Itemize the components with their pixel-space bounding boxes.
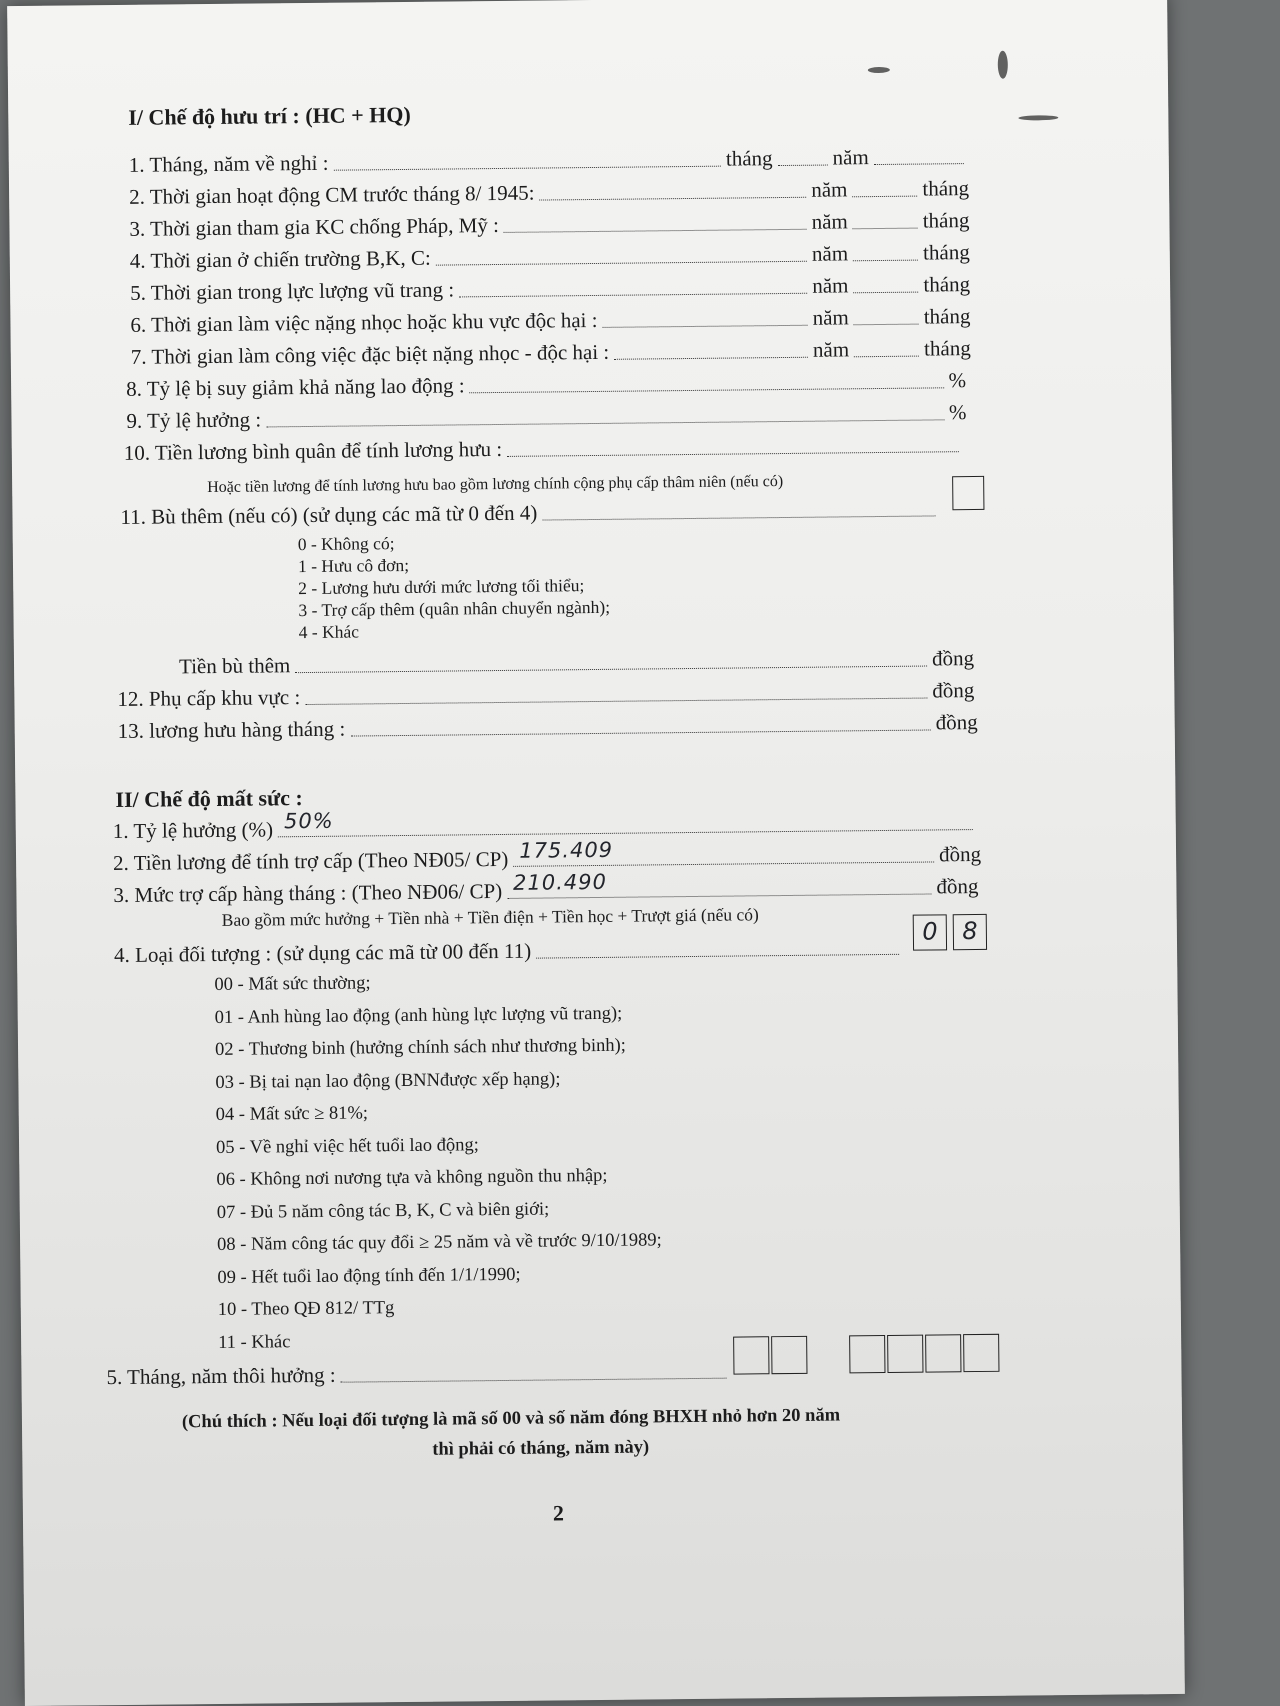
unit-label: tháng bbox=[923, 272, 971, 297]
fill-line bbox=[536, 950, 899, 959]
ink-smudge bbox=[1018, 115, 1058, 120]
field-label: 1. Tỷ lệ hưởng (%) bbox=[112, 817, 274, 844]
unit-label: đồng bbox=[938, 841, 982, 867]
unit-label: đồng bbox=[935, 709, 978, 735]
field-row-5 bbox=[130, 272, 970, 306]
list-item: 00 - Mất sức thường; bbox=[214, 973, 371, 996]
note-item10: Hoặc tiền lương để tính lương hưu bao gồm lương chính cộng phụ cấp thâm niên (nếu có) bbox=[207, 473, 784, 497]
year-box-4[interactable] bbox=[963, 1334, 999, 1372]
codes-list-11 bbox=[298, 530, 611, 643]
field-label: 10. Tiền lương bình quân để tính lương hưu : bbox=[123, 436, 503, 465]
field-label: 3. Mức trợ cấp hàng tháng : (Theo NĐ06/ CP) bbox=[113, 878, 503, 908]
unit-label: năm bbox=[811, 209, 848, 234]
field-row-4 bbox=[130, 240, 970, 274]
unit-label: năm bbox=[812, 337, 850, 362]
unit-label: năm bbox=[812, 305, 849, 330]
field-label: 4. Loại đối tượng : (sử dụng các mã từ 00 đến 11) bbox=[113, 938, 532, 968]
ink-smudge bbox=[998, 51, 1008, 79]
fill-line bbox=[603, 321, 808, 328]
field-row-12 bbox=[117, 678, 974, 712]
section1-heading: I/ Chế độ hưu trí : (HC + HQ) bbox=[128, 101, 411, 130]
fill-line bbox=[507, 869, 931, 898]
fill-line bbox=[852, 192, 917, 198]
field-label: 6. Thời gian làm việc nặng nhọc hoặc khu vực độc hại : bbox=[130, 307, 598, 337]
fill-line bbox=[854, 320, 919, 326]
field-label: 11. Bù thêm (nếu có) (sử dụng các mã từ 0 đến 4) bbox=[120, 500, 538, 529]
unit-label: năm bbox=[812, 273, 849, 298]
fill-line bbox=[853, 224, 918, 230]
field-label: 7. Thời gian làm công việc đặc biệt nặng nhọc - độc hại : bbox=[130, 339, 610, 369]
list-item: 02 - Thương binh (hưởng chính sách như thương binh); bbox=[214, 1035, 626, 1060]
list-item: 1 - Hưu cô đơn; bbox=[297, 554, 410, 577]
list-item: 11 - Khác bbox=[218, 1331, 291, 1353]
field-row-s2-5 bbox=[106, 1359, 731, 1391]
list-item: 3 - Trợ cấp thêm (quân nhân chuyển ngành); bbox=[298, 596, 611, 621]
field-label: Tiền bù thêm bbox=[178, 653, 291, 679]
fill-line bbox=[507, 447, 959, 457]
field-label: 2. Tiền lương để tính trợ cấp (Theo NĐ05/ CP) bbox=[112, 846, 509, 876]
ink-smudge bbox=[868, 67, 890, 73]
code-box-digit-2[interactable] bbox=[953, 914, 987, 950]
fill-line bbox=[853, 256, 918, 262]
document-page bbox=[7, 0, 1185, 1706]
year-box-2[interactable] bbox=[887, 1335, 923, 1373]
section2-heading: II/ Chế độ mất sức : bbox=[115, 785, 303, 813]
field-row-7 bbox=[131, 336, 971, 370]
field-label: 2. Thời gian hoạt động CM trước tháng 8/ 1945: bbox=[129, 180, 535, 209]
field-label: 8. Tỷ lệ bị suy giảm khả năng lao động : bbox=[126, 373, 465, 401]
field-label: 5. Thời gian trong lực lượng vũ trang : bbox=[130, 277, 455, 305]
unit-label: đồng bbox=[932, 678, 975, 703]
unit-label: % bbox=[948, 400, 967, 425]
fill-line bbox=[778, 161, 828, 167]
handwritten-digit: 8 bbox=[962, 917, 978, 946]
year-box-3[interactable] bbox=[925, 1334, 961, 1372]
list-item: 07 - Đủ 5 năm công tác B, K, C và biên giới; bbox=[216, 1199, 550, 1223]
field-row-8 bbox=[126, 368, 966, 402]
codes-list-4 bbox=[214, 964, 663, 1359]
month-box-1[interactable] bbox=[733, 1336, 769, 1374]
fill-line bbox=[459, 289, 807, 298]
field-row-11 bbox=[120, 496, 940, 530]
list-item: 05 - Về nghỉ việc hết tuổi lao động; bbox=[215, 1134, 479, 1158]
field-label: 4. Thời gian ở chiến trường B,K, C: bbox=[129, 245, 431, 273]
unit-label: tháng bbox=[923, 304, 971, 329]
fill-line bbox=[513, 837, 934, 866]
field-row-2 bbox=[129, 176, 969, 210]
field-label: 13. lương hưu hàng tháng : bbox=[117, 716, 346, 744]
fill-line bbox=[504, 225, 807, 233]
fill-line bbox=[874, 159, 964, 165]
fill-line bbox=[350, 725, 931, 736]
field-label: 3. Thời gian tham gia KC chống Pháp, Mỹ : bbox=[129, 212, 500, 241]
list-item: 01 - Anh hùng lao động (anh hùng lực lượng vũ trang); bbox=[214, 1003, 623, 1028]
fill-line bbox=[305, 694, 927, 706]
unit-label: năm bbox=[832, 145, 869, 170]
unit-label: đồng bbox=[931, 646, 975, 671]
fill-line bbox=[341, 1374, 727, 1383]
code-box-11[interactable] bbox=[952, 476, 984, 510]
list-item: 04 - Mất sức ≥ 81%; bbox=[215, 1103, 369, 1125]
code-box-digit-1[interactable] bbox=[913, 914, 947, 950]
fill-line bbox=[266, 415, 944, 427]
fill-line bbox=[539, 193, 806, 201]
fill-line bbox=[436, 257, 807, 266]
fill-line bbox=[853, 288, 918, 294]
field-label: 5. Tháng, năm thôi hưởng : bbox=[106, 1362, 336, 1390]
unit-label: năm bbox=[811, 177, 848, 202]
list-item: 0 - Không có; bbox=[297, 533, 395, 555]
fill-line bbox=[854, 352, 919, 358]
page-number: 2 bbox=[552, 1500, 565, 1526]
field-row-13 bbox=[118, 710, 978, 744]
list-item: 03 - Bị tai nạn lao động (BNNđược xếp hạng); bbox=[215, 1068, 561, 1093]
unit-label: tháng bbox=[922, 208, 970, 233]
field-row-6 bbox=[130, 304, 970, 338]
fill-line bbox=[542, 511, 935, 520]
fill-line bbox=[333, 162, 721, 171]
footnote-line2: thì phải có tháng, năm này) bbox=[432, 1437, 650, 1460]
fill-line bbox=[295, 662, 927, 674]
field-label: 12. Phụ cấp khu vực : bbox=[117, 685, 301, 712]
field-row-1 bbox=[129, 144, 969, 178]
list-item: 09 - Hết tuổi lao động tính đến 1/1/1990; bbox=[217, 1264, 521, 1288]
unit-label: năm bbox=[811, 241, 849, 266]
handwritten-value: 210.490 bbox=[512, 869, 608, 895]
handwritten-digit: 0 bbox=[922, 917, 938, 946]
field-label: 9. Tỷ lệ hưởng : bbox=[126, 407, 262, 433]
field-row-s2-4 bbox=[114, 935, 904, 968]
list-item: 08 - Năm công tác quy đổi ≥ 25 năm và về trước 9/10/1989; bbox=[217, 1230, 662, 1255]
list-item: 4 - Khác bbox=[298, 621, 360, 643]
month-box-2[interactable] bbox=[771, 1336, 807, 1374]
list-item: 06 - Không nơi nương tựa và không nguồn thu nhập; bbox=[216, 1165, 608, 1190]
field-row-9 bbox=[126, 400, 966, 434]
footnote-line1: (Chú thích : Nếu loại đối tượng là mã số 00 và số năm đóng BHXH nhỏ hơn 20 năm bbox=[181, 1405, 841, 1433]
list-item: 2 - Lương hưu dưới mức lương tối thiểu; bbox=[298, 575, 585, 599]
unit-label: tháng bbox=[725, 146, 773, 171]
field-row-s2-3 bbox=[113, 869, 979, 908]
year-box-1[interactable] bbox=[849, 1335, 885, 1373]
handwritten-value: 50% bbox=[283, 808, 334, 834]
list-item: 10 - Theo QĐ 812/ TTg bbox=[217, 1298, 395, 1320]
fill-line bbox=[614, 353, 808, 360]
field-row-10 bbox=[124, 432, 964, 466]
unit-label: đồng bbox=[936, 873, 979, 899]
field-row-3 bbox=[129, 208, 969, 242]
unit-label: tháng bbox=[922, 240, 970, 265]
unit-label: % bbox=[948, 368, 967, 393]
fill-line bbox=[278, 808, 973, 837]
unit-label: tháng bbox=[922, 176, 970, 201]
field-row-tien-bu-them bbox=[179, 646, 974, 679]
field-label: 1. Tháng, năm về nghỉ : bbox=[128, 150, 329, 177]
unit-label: tháng bbox=[923, 336, 971, 361]
note-item3: Bao gồm mức hưởng + Tiền nhà + Tiền điện + Tiền học + Trượt giá (nếu có) bbox=[221, 904, 759, 930]
fill-line bbox=[470, 383, 944, 393]
handwritten-value: 175.409 bbox=[519, 837, 614, 863]
